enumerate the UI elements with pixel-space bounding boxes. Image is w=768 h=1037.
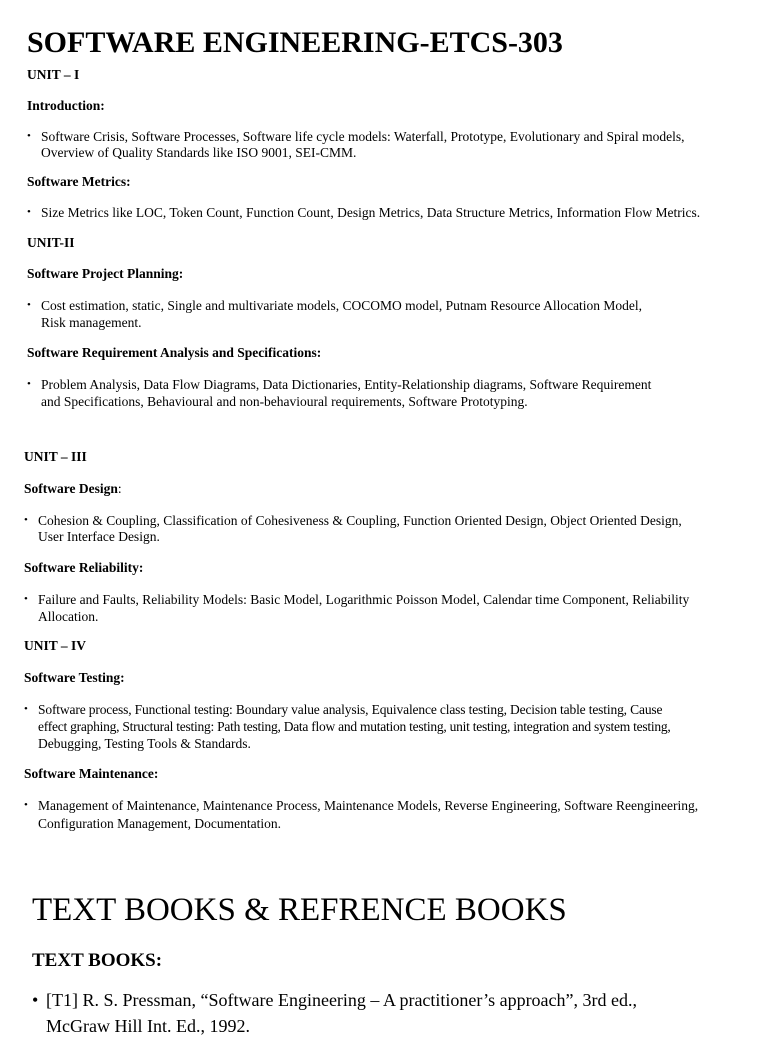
- bullet-text: Management of Maintenance, Maintenance Process, Maintenance Models, Reverse Engineering, Software Reengineering,: [38, 798, 699, 813]
- bullet-icon: •: [24, 703, 28, 715]
- design-bullet: [24, 512, 749, 546]
- text-book-line: [T1] R. S. Pressman, “Software Engineering – A practitioner’s approach”, 3rd ed.,: [46, 990, 638, 1010]
- software-design-heading: [24, 481, 122, 497]
- bullet-icon: •: [32, 990, 39, 1010]
- bullet-text: Risk management.: [41, 315, 142, 330]
- software-testing-heading: Software Testing:: [24, 670, 125, 685]
- text-book-line: McGraw Hill Int. Ed., 1992.: [46, 1016, 250, 1036]
- bullet-text: Software process, Functional testing: Boundary value analysis, Equivalence class testing, Decision table testing, Cause: [38, 702, 663, 717]
- bullet-icon: •: [24, 593, 28, 605]
- introduction-heading: Introduction:: [27, 98, 105, 113]
- bullet-text: Software Crisis, Software Processes, Software life cycle models: Waterfall, Prototype, Evolutionary and Spiral models,: [41, 129, 685, 144]
- metrics-bullet: [27, 204, 747, 221]
- unit-4-heading: UNIT – IV: [24, 638, 87, 653]
- bullet-text: Cost estimation, static, Single and multivariate models, COCOMO model, Putnam Resource Allocation Model,: [41, 298, 643, 313]
- software-design-heading-colon: :: [117, 481, 122, 496]
- bullet-icon: •: [27, 299, 31, 311]
- introduction-bullet: [27, 128, 747, 162]
- bullet-text: Size Metrics like LOC, Token Count, Function Count, Design Metrics, Data Structure Metrics, Information Flow Metrics.: [41, 205, 701, 220]
- books-section-title: TEXT BOOKS & REFRENCE BOOKS: [32, 892, 567, 928]
- unit-1-heading: UNIT – I: [27, 67, 80, 82]
- bullet-icon: •: [24, 799, 28, 811]
- text-books-heading: TEXT BOOKS:: [32, 950, 163, 971]
- planning-bullet: [27, 297, 747, 331]
- bullet-text: Failure and Faults, Reliability Models: Basic Model, Logarithmic Poisson Model, Calendar time Component, Reliability: [38, 592, 690, 607]
- bullet-text: User Interface Design.: [38, 529, 160, 544]
- testing-bullet: [24, 701, 754, 752]
- bullet-text: Configuration Management, Documentation.: [38, 816, 281, 831]
- bullet-text: Overview of Quality Standards like ISO 9001, SEI-CMM.: [41, 145, 357, 160]
- reliability-bullet: [24, 591, 749, 625]
- bullet-text: Cohesion & Coupling, Classification of Cohesiveness & Coupling, Function Oriented Design, Object Oriented Design,: [38, 513, 682, 528]
- bullet-text: Problem Analysis, Data Flow Diagrams, Data Dictionaries, Entity-Relationship diagrams, Software Requirement: [41, 377, 652, 392]
- maintenance-bullet: [24, 797, 754, 831]
- unit-3-heading: UNIT – III: [24, 449, 87, 464]
- requirement-bullet: [27, 376, 747, 410]
- software-metrics-heading: Software Metrics:: [27, 174, 131, 189]
- software-maintenance-heading: Software Maintenance:: [24, 766, 159, 781]
- text-book-item: [32, 989, 752, 1036]
- bullet-icon: •: [27, 130, 31, 142]
- page-title: SOFTWARE ENGINEERING-ETCS-303: [27, 26, 563, 59]
- bullet-icon: •: [24, 514, 28, 526]
- bullet-text: and Specifications, Behavioural and non-behavioural requirements, Software Prototyping.: [41, 394, 528, 409]
- requirement-analysis-heading: Software Requirement Analysis and Specifications:: [27, 345, 322, 360]
- bullet-text: Debugging, Testing Tools & Standards.: [38, 736, 251, 751]
- bullet-icon: •: [27, 206, 31, 218]
- project-planning-heading: Software Project Planning:: [27, 266, 184, 281]
- bullet-text: Allocation.: [38, 609, 99, 624]
- software-reliability-heading: Software Reliability:: [24, 560, 144, 575]
- bullet-text: effect graphing, Structural testing: Path testing, Data flow and mutation testing, unit testing, integration and system testing,: [38, 719, 671, 734]
- software-design-heading-text: Software Design: [24, 481, 118, 496]
- unit-2-heading: UNIT-II: [27, 235, 75, 250]
- bullet-icon: •: [27, 378, 31, 390]
